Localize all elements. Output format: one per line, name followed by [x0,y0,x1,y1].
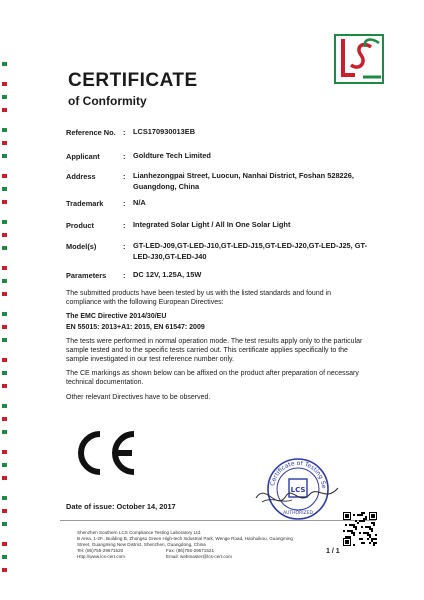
edge-block [2,371,7,375]
field-colon: : [123,221,126,230]
field-value: Goldture Tech Limited [133,151,211,160]
edge-block [2,154,7,158]
edge-block [2,279,7,283]
tests-paragraph: The tests were performed in normal operation mode. The test results apply only to the particular sample tested and to the specific tests carried out. This certificate applies specifically to the sample investigated in our test reference number only. [66,338,363,363]
edge-block [2,292,7,296]
edge-block [2,555,7,559]
edge-block [2,128,7,132]
edge-block [2,509,7,513]
page-number: 1 / 1 [326,548,340,555]
edge-block [2,108,7,112]
edge-block [2,266,7,270]
svg-text:AUTHORIZED: AUTHORIZED [283,511,313,516]
field-label: Address [66,172,96,181]
edge-block [2,476,7,480]
edge-block [2,404,7,408]
field-colon: : [123,152,126,161]
field-label: Model(s) [66,242,97,251]
field-label: Applicant [66,152,100,161]
field-label: Parameters [66,271,107,280]
edge-block [2,200,7,204]
field-value: Lianhezongpai Street, Luocun, Nanhai District, Foshan 528226, Guangdong, China [133,171,354,191]
field-colon: : [123,199,126,208]
edge-block [2,141,7,145]
edge-block [2,568,7,572]
field-value: DC 12V, 1.25A, 15W [133,270,202,279]
edge-block [2,246,7,250]
edge-block [2,542,7,546]
footer-email: Email: webmaster@lcs-cert.com [166,554,232,559]
ce-mark-icon [70,428,140,483]
intro-paragraph: The submitted products have been tested by us with the listed standards and found in compliance with the following European Directives: [66,290,331,306]
field-colon: : [123,271,126,280]
edge-block [2,174,7,178]
field-label: Reference No. [66,128,116,137]
edge-block [2,62,7,66]
svg-text:Certificate of Testing Seal: Certificate of Testing Se [269,459,328,489]
footer-address-1: B Area, 1-2F., Building B, Zhongsu Green High-tech Industrial Park, Wenge Road, Haohuikou, Guangming [77,536,293,541]
edge-block [2,312,7,316]
field-colon: : [123,128,126,137]
field-value: Integrated Solar Light / All In One Solar Light [133,220,291,229]
edge-block [2,430,7,434]
certificate-title: CERTIFICATE [68,70,198,91]
edge-block [2,496,7,500]
field-value: LCS170930013EB [133,127,196,136]
qr-code [343,512,377,551]
field-colon: : [123,242,126,251]
svg-text:LCS: LCS [290,486,306,494]
field-value: N/A [133,198,146,207]
field-value: GT-LED-J09,GT-LED-J10,GT-LED-J15,GT-LED-J20,GT-LED-J25, GT-LED-J30,GT-LED-J40 [133,241,368,261]
field-label: Trademark [66,199,104,208]
date-of-issue: Date of issue: October 14, 2017 [66,502,176,511]
footer-fax: Fax: (86)755-29671521 [166,548,215,553]
edge-block [2,338,7,342]
lcs-logo [333,33,385,90]
edge-block [2,417,7,421]
footer-company: Shenzhen Southern LCS Compliance Testing Laboratory Ltd. [77,530,202,535]
field-colon: : [123,172,126,181]
edge-block [2,220,7,224]
edge-block [2,358,7,362]
standards-line: EN 55015: 2013+A1: 2015, EN 61547: 2009 [66,324,205,331]
edge-block [2,325,7,329]
footer-address-2: Street, Guangming New District, Shenzhen, Guangdong, China [77,542,206,547]
ce-note-paragraph: The CE markings as shown below can be affixed on the product after preparation of necessary technical documentation. [66,370,359,386]
edge-block [2,384,7,388]
footer-web: Http://www.lcs-cert.com [77,554,125,559]
directive-line: The EMC Directive 2014/30/EU [66,313,167,320]
edge-block [2,95,7,99]
edge-block [2,187,7,191]
edge-block [2,463,7,467]
other-directives-line: Other relevant Directives have to be observed. [66,394,211,401]
edge-block [2,522,7,526]
edge-block [2,82,7,86]
edge-block [2,233,7,237]
certificate-subtitle: of Conformity [68,94,147,108]
edge-block [2,450,7,454]
footer-divider [60,520,376,521]
footer-tel: Tel: (86)755-29671520 [77,548,124,553]
field-label: Product [66,221,94,230]
